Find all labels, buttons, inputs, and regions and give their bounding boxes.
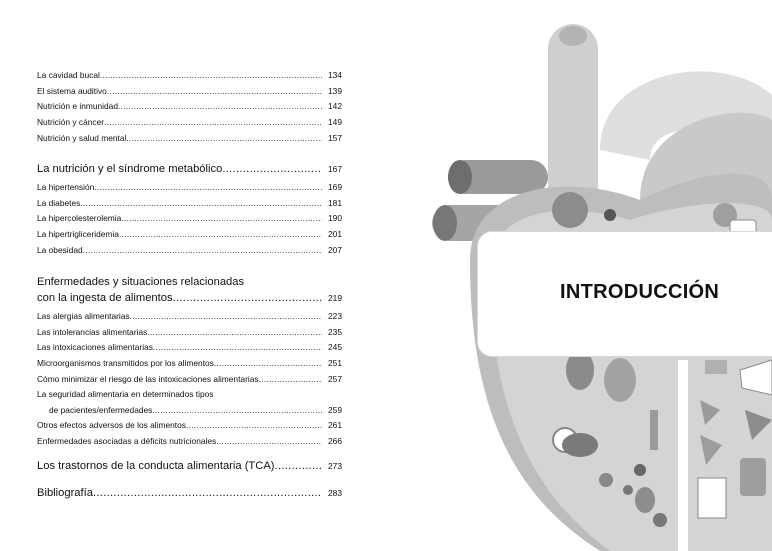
candy-icon	[705, 360, 727, 374]
toc-entry-title: Cómo minimizar el riesgo de las intoxicaciones alimentarias	[37, 374, 259, 384]
toc-entry[interactable]	[37, 374, 342, 384]
toc-section-title: Los trastornos de la conducta alimentaria (TCA)	[37, 460, 275, 472]
seed-icon	[623, 485, 633, 495]
popcorn-icon	[698, 478, 726, 518]
toc-entry[interactable]	[37, 229, 342, 239]
toc-section-title-line1: Enfermedades y situaciones relacionadas	[37, 276, 245, 288]
toc-entry-title: Microorganismos transmitidos por los alimentos	[37, 358, 214, 368]
toc-entry-page: 251	[328, 358, 342, 368]
toc-entry-title: Nutrición e inmunidad	[37, 101, 119, 111]
leaf-icon	[566, 350, 594, 390]
toc-entry[interactable]	[37, 182, 342, 192]
toc-entry-page: 261	[328, 420, 342, 430]
nut-icon	[634, 464, 646, 476]
toc-entry-title: Las intoxicaciones alimentarias	[37, 342, 153, 352]
toc-entry[interactable]	[37, 86, 342, 96]
toc-entry[interactable]	[37, 311, 342, 321]
toc-entry-page: 201	[328, 229, 342, 239]
toc-section[interactable]	[37, 487, 342, 500]
toc-section[interactable]	[37, 292, 342, 305]
berry-icon	[599, 473, 613, 487]
toc-entry-page: 134	[328, 70, 342, 80]
toc-entry[interactable]	[37, 101, 342, 111]
toc-entry[interactable]	[37, 436, 342, 446]
toc-entry-page: 207	[328, 245, 342, 255]
toc-entry-title: La obesidad	[37, 245, 83, 255]
toc-entry[interactable]	[37, 213, 342, 223]
toc-entry-page: 245	[328, 342, 342, 352]
toc-entry-page: 223	[328, 311, 342, 321]
toc-entry[interactable]	[37, 327, 342, 337]
toc-entry-title-line2: de pacientes/enfermedades	[49, 405, 153, 415]
toc-entry-page: 169	[328, 182, 342, 192]
toc-entry[interactable]	[37, 245, 342, 255]
toc-entry-title: La hipercolesterolemia	[37, 213, 122, 223]
toc-entry-page: 157	[328, 133, 342, 143]
can-icon	[740, 458, 766, 496]
toc-entry-page: 181	[328, 198, 342, 208]
toc-section-page: 219	[328, 293, 342, 303]
toc-entry-title: Las intolerancias alimentarias	[37, 327, 148, 337]
toc-section[interactable]	[37, 460, 342, 473]
toc-entry[interactable]	[37, 358, 342, 368]
toc-entry-title: Otros efectos adversos de los alimentos	[37, 420, 186, 430]
toc-entry-title: La diabetes	[37, 198, 81, 208]
egg-icon	[635, 487, 655, 513]
potato-icon	[562, 433, 598, 457]
toc-entry-page: 235	[328, 327, 342, 337]
toc-entry-title: Las alergias alimentarias	[37, 311, 130, 321]
toc-entry-page: 266	[328, 436, 342, 446]
toc-entry-title: Enfermedades asociadas a déficits nutricionales	[37, 436, 217, 446]
toc-entry[interactable]	[37, 70, 342, 80]
toc-entry[interactable]	[37, 198, 342, 208]
toc-entry-page: 149	[328, 117, 342, 127]
toc-entry-page: 139	[328, 86, 342, 96]
toc-entry-page: 257	[328, 374, 342, 384]
toc-entry[interactable]	[37, 405, 342, 415]
toc-entry-title: Nutrición y salud mental	[37, 133, 127, 143]
lettuce-icon	[604, 358, 636, 402]
toc-entry-title: El sistema auditivo	[37, 86, 107, 96]
vessel-lower-left-end	[433, 205, 457, 241]
toc-entry-title: La cavidad bucal	[37, 70, 100, 80]
raspberry-icon	[653, 513, 667, 527]
toc-entry-title-line1: La seguridad alimentaria en determinados tipos	[37, 389, 214, 399]
celery-icon	[650, 410, 658, 450]
toc-entry[interactable]	[37, 420, 342, 430]
aorta-top	[559, 26, 587, 46]
toc-entry-page: 142	[328, 101, 342, 111]
toc-entry[interactable]	[37, 342, 342, 352]
toc-entry-page: 190	[328, 213, 342, 223]
toc-entry[interactable]	[37, 133, 342, 143]
toc-entry-title: Nutrición y cáncer	[37, 117, 105, 127]
section-title: INTRODUCCIÓN	[560, 281, 720, 303]
toc-section-page: 283	[328, 488, 342, 498]
toc-section-title: La nutrición y el síndrome metabólico	[37, 163, 223, 175]
toc-entry-title: La hipertrigliceridemia	[37, 229, 119, 239]
toc-section-title: Bibliografía	[37, 487, 93, 499]
vessel-upper-left-end	[448, 160, 472, 194]
toc-entry-page: 259	[328, 405, 342, 415]
toc-section-page: 167	[328, 164, 342, 174]
toc-section[interactable]	[37, 163, 342, 176]
toc-section-page: 273	[328, 461, 342, 471]
heart-divider	[678, 360, 688, 551]
toc-section-title-line2: con la ingesta de alimentos	[37, 292, 173, 304]
olive-icon	[604, 209, 616, 221]
toc-entry-title: La hipertensión	[37, 182, 95, 192]
broccoli-icon	[552, 192, 588, 228]
toc-entry[interactable]	[37, 117, 342, 127]
